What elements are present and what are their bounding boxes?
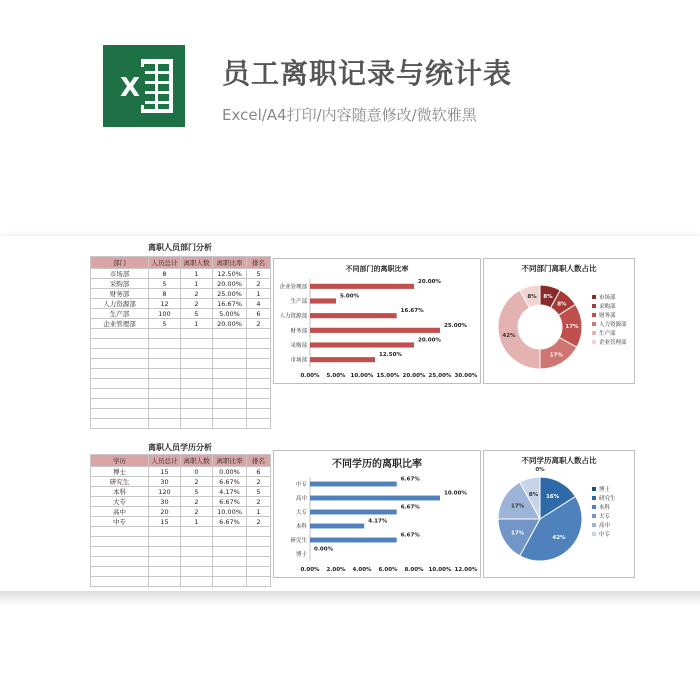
bar [310, 328, 440, 333]
x-tick-label: 8.00% [404, 567, 424, 573]
edu-bar-chart [273, 450, 481, 578]
table-cell[interactable] [247, 577, 271, 587]
legend-swatch [592, 487, 596, 491]
table-row [91, 349, 271, 359]
table-cell[interactable] [213, 369, 247, 379]
table-cell[interactable] [149, 419, 181, 429]
table-cell[interactable]: 大专 [91, 497, 149, 507]
legend-entry: 中专 [599, 532, 611, 538]
table-cell[interactable]: 5 [149, 279, 181, 289]
dept-pie-chart-svg [484, 259, 634, 383]
table-cell[interactable] [213, 419, 247, 429]
legend-entry: 企业管理部 [599, 340, 627, 346]
bar [310, 496, 440, 501]
table-cell[interactable] [91, 527, 149, 537]
excel-logo-icon [103, 45, 185, 127]
table-cell[interactable]: 10.00% [213, 507, 247, 517]
table-cell[interactable]: 1 [181, 269, 213, 279]
table-cell[interactable] [213, 557, 247, 567]
table-cell[interactable] [181, 399, 213, 409]
table-cell[interactable] [181, 577, 213, 587]
table-cell[interactable]: 6.67% [213, 517, 247, 527]
table-row [91, 329, 271, 339]
table-cell[interactable] [247, 409, 271, 419]
slice-label: 17% [549, 352, 563, 359]
table-row [91, 467, 271, 477]
table-cell[interactable] [247, 557, 271, 567]
data-label: 6.67% [400, 532, 420, 539]
table-cell[interactable]: 2 [181, 289, 213, 299]
table-cell[interactable] [149, 567, 181, 577]
slice-label: 8% [527, 294, 537, 301]
table-cell[interactable]: 5 [181, 487, 213, 497]
data-label: 6.67% [400, 476, 420, 483]
table-cell[interactable] [149, 577, 181, 587]
table-cell[interactable]: 6 [247, 467, 271, 477]
slice-label: 8% [543, 294, 553, 301]
table-row [91, 359, 271, 369]
table-cell[interactable]: 30 [149, 477, 181, 487]
legend-entry: 研究生 [599, 496, 616, 502]
legend-swatch [592, 505, 596, 509]
x-tick-label: 30.00% [454, 373, 478, 379]
table-cell[interactable] [149, 537, 181, 547]
legend-swatch [592, 514, 596, 518]
table-cell[interactable] [149, 369, 181, 379]
table-cell[interactable] [91, 339, 149, 349]
legend-entry: 采购部 [599, 304, 616, 310]
table-cell[interactable] [181, 329, 213, 339]
page-title: 员工离职记录与统计表 [222, 57, 513, 90]
data-label: 6.67% [400, 504, 420, 511]
edu-col-header: 离职人数 [181, 455, 213, 467]
table-cell[interactable] [149, 547, 181, 557]
table-cell[interactable] [213, 379, 247, 389]
table-cell[interactable]: 6.67% [213, 497, 247, 507]
table-cell[interactable]: 2 [181, 477, 213, 487]
table-cell[interactable] [181, 389, 213, 399]
table-cell[interactable] [149, 349, 181, 359]
legend-entry: 博士 [599, 487, 611, 493]
table-cell[interactable] [247, 339, 271, 349]
table-cell[interactable] [213, 567, 247, 577]
table-cell[interactable]: 0.00% [213, 467, 247, 477]
table-row [91, 369, 271, 379]
table-cell[interactable]: 2 [247, 319, 271, 329]
slice-label: 17% [565, 323, 579, 330]
dept-table-title: 离职人员部门分析 [148, 243, 212, 252]
table-row [91, 289, 271, 299]
data-label: 5.00% [340, 293, 360, 300]
legend-swatch [592, 340, 596, 344]
table-cell[interactable]: 采购部 [91, 279, 149, 289]
table-cell[interactable]: 12 [149, 299, 181, 309]
table-row [91, 487, 271, 497]
y-tick-label: 中专 [295, 482, 307, 488]
table-row [91, 507, 271, 517]
data-label: 20.00% [418, 278, 441, 285]
legend-swatch [592, 304, 596, 308]
table-cell[interactable] [247, 329, 271, 339]
table-cell[interactable]: 本科 [91, 487, 149, 497]
table-row [91, 279, 271, 289]
table-cell[interactable] [213, 409, 247, 419]
table-row [91, 319, 271, 329]
table-cell[interactable] [181, 419, 213, 429]
table-cell[interactable]: 1 [181, 279, 213, 289]
table-cell[interactable]: 4.17% [213, 487, 247, 497]
x-tick-label: 20.00% [402, 373, 426, 379]
dept-pie-chart [483, 258, 635, 384]
edu-col-header: 离职比率 [213, 455, 247, 467]
y-tick-label: 生产部 [290, 299, 307, 305]
table-cell[interactable]: 15 [149, 517, 181, 527]
table-cell[interactable]: 5 [149, 319, 181, 329]
legend-entry: 大专 [599, 514, 611, 520]
table-cell[interactable] [247, 537, 271, 547]
table-cell[interactable] [181, 349, 213, 359]
slice-label: 16% [545, 494, 560, 501]
table-cell[interactable]: 2 [247, 279, 271, 289]
table-row [91, 517, 271, 527]
table-cell[interactable]: 20.00% [213, 279, 247, 289]
y-tick-label: 企业管理部 [279, 284, 307, 291]
table-cell[interactable] [91, 359, 149, 369]
table-cell[interactable] [181, 379, 213, 389]
legend-entry: 本科 [599, 505, 611, 511]
edu-pie-chart [483, 450, 635, 578]
x-tick-label: 2.00% [326, 567, 346, 573]
x-tick-label: 6.00% [378, 567, 398, 573]
table-cell[interactable]: 2 [247, 497, 271, 507]
table-cell[interactable]: 16.67% [213, 299, 247, 309]
table-cell[interactable] [181, 557, 213, 567]
table-cell[interactable]: 市场部 [91, 269, 149, 279]
table-cell[interactable]: 研究生 [91, 477, 149, 487]
table-row [91, 497, 271, 507]
bar [310, 313, 397, 318]
chart-title: 不同学历离职人数占比 [521, 456, 597, 465]
table-cell[interactable] [149, 399, 181, 409]
slice-label: 42% [552, 534, 566, 541]
y-tick-label: 财务部 [290, 328, 307, 335]
table-cell[interactable]: 20 [149, 507, 181, 517]
table-cell[interactable]: 2 [181, 497, 213, 507]
table-row [91, 547, 271, 557]
chart-title: 不同部门的离职比率 [345, 265, 409, 273]
table-cell[interactable] [247, 527, 271, 537]
y-tick-label: 博士 [295, 552, 307, 558]
edu-header-row [91, 455, 271, 467]
legend-swatch [592, 331, 596, 335]
bar [310, 538, 397, 543]
x-tick-label: 10.00% [350, 373, 374, 379]
dept-bar-chart [273, 258, 481, 384]
edu-table [90, 454, 271, 587]
legend-entry: 高中 [599, 523, 611, 529]
table-cell[interactable]: 财务部 [91, 289, 149, 299]
dept-col-header: 部门 [91, 257, 149, 269]
table-cell[interactable]: 2 [181, 299, 213, 309]
table-cell[interactable]: 5 [247, 487, 271, 497]
table-cell[interactable] [247, 379, 271, 389]
dept-bar-chart-svg [274, 259, 480, 383]
table-row [91, 379, 271, 389]
slice-label: 17% [511, 503, 525, 510]
table-row [91, 339, 271, 349]
legend-swatch [592, 322, 596, 326]
table-row [91, 577, 271, 587]
edu-col-header: 人员总计 [149, 455, 181, 467]
x-tick-label: 4.00% [352, 567, 372, 573]
legend-entry: 财务部 [599, 313, 616, 319]
table-cell[interactable] [247, 369, 271, 379]
table-cell[interactable] [149, 409, 181, 419]
table-cell[interactable]: 人力资源部 [91, 299, 149, 309]
legend-swatch [592, 496, 596, 500]
slice-label: 8% [528, 491, 539, 498]
dept-col-header: 排名 [247, 257, 271, 269]
legend-swatch [592, 295, 596, 299]
table-cell[interactable] [213, 389, 247, 399]
y-tick-label: 高中 [295, 496, 307, 502]
x-tick-label: 5.00% [326, 373, 346, 379]
slice-label: 17% [511, 530, 525, 537]
table-cell[interactable] [91, 557, 149, 567]
table-cell[interactable] [247, 567, 271, 577]
dept-col-header: 离职人数 [181, 257, 213, 269]
table-row [91, 389, 271, 399]
x-tick-label: 25.00% [428, 373, 452, 379]
table-cell[interactable]: 2 [247, 477, 271, 487]
data-label: 20.00% [418, 337, 441, 344]
bar [310, 357, 375, 362]
table-cell[interactable]: 高中 [91, 507, 149, 517]
table-cell[interactable] [213, 399, 247, 409]
table-cell[interactable]: 博士 [91, 467, 149, 477]
table-cell[interactable] [91, 409, 149, 419]
table-cell[interactable] [247, 359, 271, 369]
legend-swatch [592, 523, 596, 527]
table-cell[interactable]: 2 [247, 517, 271, 527]
table-cell[interactable]: 8 [149, 289, 181, 299]
table-cell[interactable] [181, 359, 213, 369]
table-cell[interactable]: 企业管理部 [91, 319, 149, 329]
table-cell[interactable]: 100 [149, 309, 181, 319]
table-cell[interactable]: 4 [247, 299, 271, 309]
table-cell[interactable] [181, 409, 213, 419]
table-cell[interactable] [91, 567, 149, 577]
table-cell[interactable] [149, 527, 181, 537]
y-tick-label: 本科 [295, 524, 307, 530]
table-cell[interactable]: 6.67% [213, 477, 247, 487]
table-cell[interactable] [213, 349, 247, 359]
table-cell[interactable] [181, 339, 213, 349]
legend-swatch [592, 532, 596, 536]
table-cell[interactable] [149, 557, 181, 567]
svg-text:X: X [119, 73, 141, 103]
table-cell[interactable]: 5 [247, 269, 271, 279]
bar [310, 342, 414, 347]
bar [310, 298, 336, 303]
table-cell[interactable]: 20.00% [213, 319, 247, 329]
bar [310, 284, 414, 289]
edu-pie-chart-svg [484, 451, 634, 577]
chart-title: 不同部门离职人数占比 [521, 264, 597, 273]
table-cell[interactable]: 15 [149, 467, 181, 477]
table-row [91, 309, 271, 319]
dept-table [90, 256, 271, 429]
table-cell[interactable] [181, 537, 213, 547]
table-row [91, 269, 271, 279]
y-tick-label: 采购部 [290, 343, 307, 349]
slice-label: 42% [502, 332, 516, 339]
table-cell[interactable] [149, 379, 181, 389]
edu-col-header: 排名 [247, 455, 271, 467]
x-tick-label: 0.00% [300, 373, 320, 379]
table-cell[interactable]: 30 [149, 497, 181, 507]
table-cell[interactable]: 1 [247, 507, 271, 517]
table-cell[interactable] [181, 567, 213, 577]
legend-entry: 生产部 [599, 331, 616, 337]
dept-col-header: 人员总计 [149, 257, 181, 269]
edu-table-title: 离职人员学历分析 [148, 443, 212, 452]
x-tick-label: 10.00% [428, 567, 452, 573]
table-row [91, 527, 271, 537]
y-tick-label: 研究生 [290, 538, 307, 544]
table-cell[interactable] [91, 369, 149, 379]
x-tick-label: 12.00% [454, 567, 478, 573]
table-cell[interactable]: 生产部 [91, 309, 149, 319]
table-row [91, 477, 271, 487]
table-cell[interactable] [181, 547, 213, 557]
table-row [91, 409, 271, 419]
table-cell[interactable] [149, 389, 181, 399]
table-cell[interactable]: 1 [181, 517, 213, 527]
legend-swatch [592, 313, 596, 317]
edu-col-header: 学历 [91, 455, 149, 467]
table-cell[interactable] [213, 527, 247, 537]
table-cell[interactable] [247, 419, 271, 429]
table-cell[interactable] [247, 399, 271, 409]
data-label: 25.00% [444, 322, 467, 329]
table-cell[interactable] [213, 547, 247, 557]
table-row [91, 557, 271, 567]
table-cell[interactable] [181, 527, 213, 537]
table-cell[interactable]: 0 [181, 467, 213, 477]
table-cell[interactable] [213, 359, 247, 369]
table-cell[interactable] [213, 537, 247, 547]
table-cell[interactable]: 2 [181, 507, 213, 517]
data-label: 10.00% [444, 490, 467, 497]
slice-label: 0% [535, 467, 545, 473]
table-row [91, 537, 271, 547]
data-label: 4.17% [368, 518, 388, 525]
y-tick-label: 市场部 [290, 357, 307, 364]
table-cell[interactable] [91, 379, 149, 389]
banner [0, 0, 700, 230]
table-cell[interactable]: 5.00% [213, 309, 247, 319]
table-cell[interactable]: 6 [247, 309, 271, 319]
data-label: 0.00% [314, 546, 334, 553]
table-cell[interactable] [213, 329, 247, 339]
table-cell[interactable]: 1 [247, 289, 271, 299]
bar [310, 524, 364, 529]
legend-entry: 人力资源部 [599, 322, 627, 328]
table-cell[interactable] [247, 547, 271, 557]
table-cell[interactable] [149, 339, 181, 349]
table-cell[interactable]: 5 [181, 309, 213, 319]
table-cell[interactable]: 12.50% [213, 269, 247, 279]
x-tick-label: 15.00% [376, 373, 400, 379]
table-cell[interactable] [181, 369, 213, 379]
table-cell[interactable] [247, 389, 271, 399]
dept-header-row [91, 257, 271, 269]
table-cell[interactable] [247, 349, 271, 359]
y-tick-label: 人力资源部 [279, 313, 307, 320]
table-cell[interactable]: 120 [149, 487, 181, 497]
chart-title: 不同学历的离职比率 [332, 459, 422, 470]
table-row [91, 419, 271, 429]
table-cell[interactable] [149, 359, 181, 369]
table-cell[interactable] [213, 577, 247, 587]
table-cell[interactable] [91, 349, 149, 359]
edu-bar-chart-svg [274, 451, 480, 577]
y-tick-label: 大专 [295, 510, 307, 516]
table-cell[interactable] [91, 329, 149, 339]
table-cell[interactable] [91, 419, 149, 429]
table-cell[interactable] [213, 339, 247, 349]
page-subtitle: Excel/A4打印/内容随意修改/微软雅黑 [222, 106, 477, 124]
bar [310, 510, 397, 515]
data-label: 12.50% [379, 352, 402, 359]
table-cell[interactable] [149, 329, 181, 339]
table-cell[interactable] [91, 389, 149, 399]
table-cell[interactable]: 中专 [91, 517, 149, 527]
data-label: 16.67% [400, 308, 424, 315]
table-row [91, 567, 271, 577]
slice-label: 8% [557, 301, 567, 308]
table-cell[interactable] [91, 577, 149, 587]
table-cell[interactable] [91, 547, 149, 557]
table-cell[interactable]: 25.00% [213, 289, 247, 299]
spreadsheet-preview [0, 236, 700, 591]
table-row [91, 299, 271, 309]
x-tick-label: 0.00% [300, 567, 320, 573]
table-row [91, 399, 271, 409]
table-cell[interactable] [91, 399, 149, 409]
table-cell[interactable]: 8 [149, 269, 181, 279]
dept-col-header: 离职比率 [213, 257, 247, 269]
table-cell[interactable]: 1 [181, 319, 213, 329]
legend-entry: 市场部 [599, 295, 616, 301]
bar [310, 482, 397, 487]
table-cell[interactable] [91, 537, 149, 547]
